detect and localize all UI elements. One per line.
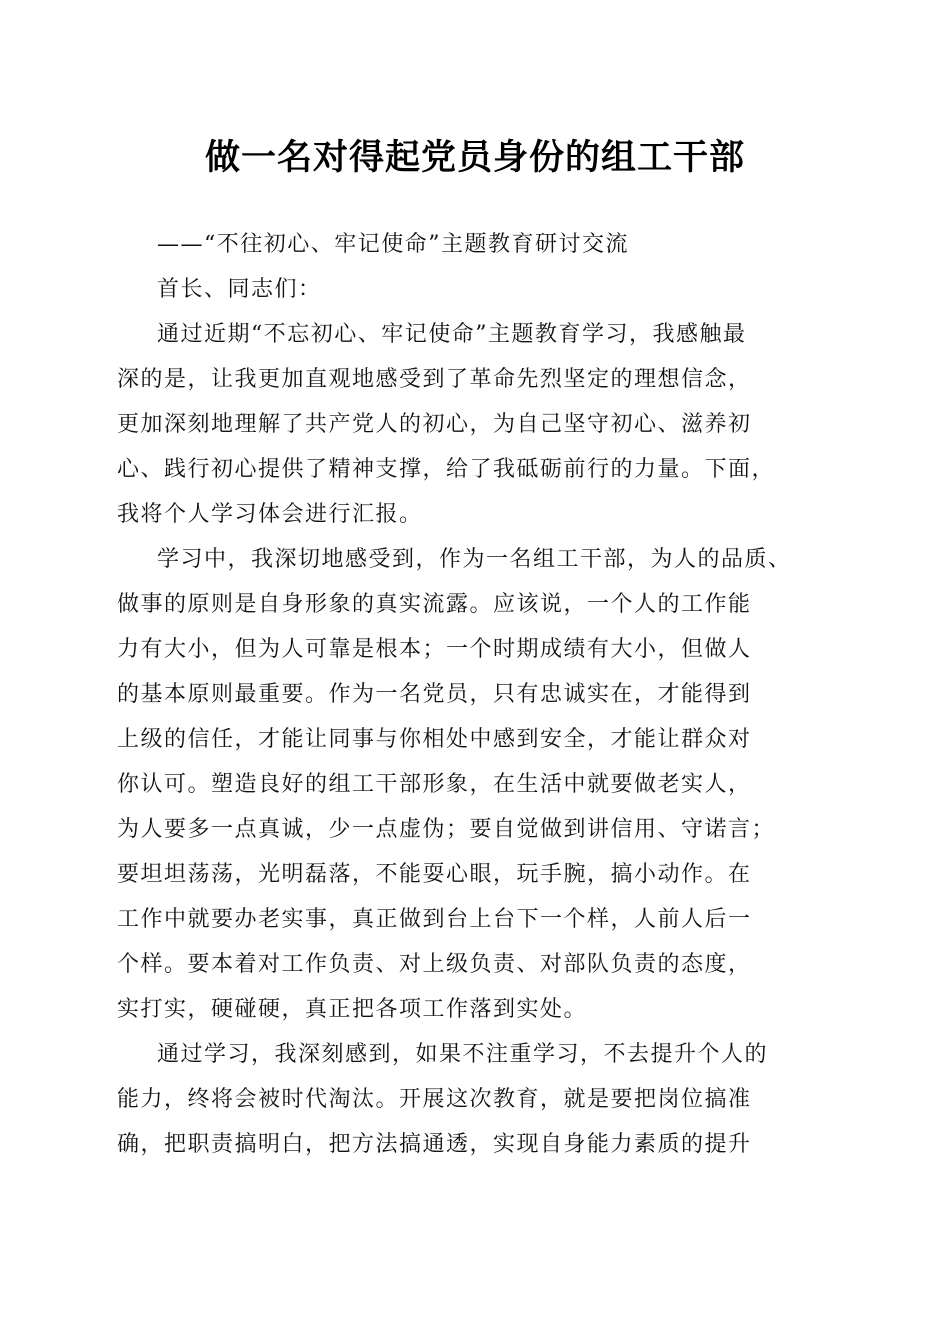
text-line: 上级的信任，才能让同事与你相处中感到安全，才能让群众对 [117,727,752,752]
text-line: 我将个人学习体会进行汇报。 [117,502,423,527]
paragraph-1 [117,312,833,537]
salutation: 首长、同志们： [157,277,322,302]
text-line: 通过学习，我深刻感到，如果不注重学习，不去提升个人的 [157,1042,769,1067]
document-title: 做一名对得起党员身份的组工干部 [204,137,745,178]
text-line: 你认可。塑造良好的组工干部形象，在生活中就要做老实人， [117,772,752,797]
text-line: 能力，终将会被时代淘汰。开展这次教育，就是要把岗位搞准 [117,1087,752,1112]
paragraph-3 [117,1032,833,1167]
text-line: 个样。要本着对工作负责、对上级负责、对部队负责的态度， [117,952,752,977]
text-line: 心、践行初心提供了精神支撑，给了我砥砺前行的力量。下面， [117,457,776,482]
text-line: 的基本原则最重要。作为一名党员，只有忠诚实在，才能得到 [117,682,752,707]
text-line: 实打实，硬碰硬，真正把各项工作落到实处。 [117,997,588,1022]
text-line: 深的是，让我更加直观地感受到了革命先烈坚定的理想信念， [117,367,752,392]
document-subtitle: ——“不往初心、牢记使命”主题教育研讨交流 [157,232,629,257]
text-line: 通过近期“不忘初心、牢记使命”主题教育学习，我感触最 [157,322,747,347]
text-line: 确，把职责搞明白，把方法搞通透，实现自身能力素质的提升 [117,1132,752,1157]
text-line: 要坦坦荡荡，光明磊落，不能耍心眼，玩手腕，搞小动作。在 [117,862,752,887]
text-line: 力有大小，但为人可靠是根本；一个时期成绩有大小，但做人 [117,637,752,662]
text-line: 为人要多一点真诚，少一点虚伪；要自觉做到讲信用、守诺言； [117,817,776,842]
text-line: 做事的原则是自身形象的真实流露。应该说，一个人的工作能 [117,592,752,617]
paragraph-2 [117,537,833,1032]
text-line: 更加深刻地理解了共产党人的初心，为自己坚守初心、滋养初 [117,412,752,437]
text-line: 学习中，我深切地感受到，作为一名组工干部，为人的品质、 [157,547,792,572]
text-line: 工作中就要办老实事，真正做到台上台下一个样，人前人后一 [117,907,752,932]
